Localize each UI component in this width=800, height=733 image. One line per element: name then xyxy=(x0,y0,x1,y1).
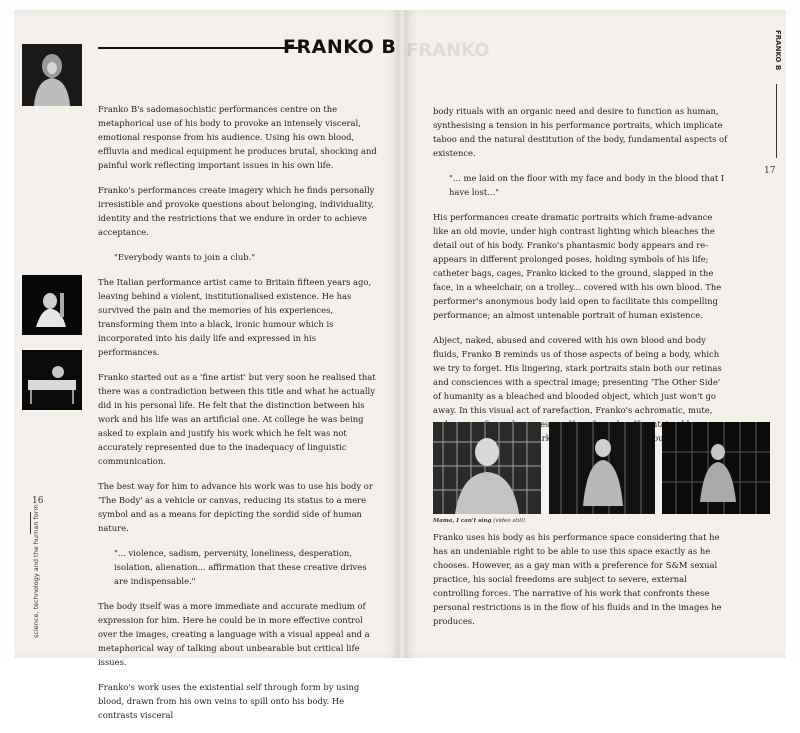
video-still-1 xyxy=(433,422,541,514)
caption-title: Mama, I can't sing xyxy=(433,518,492,524)
show-through-text: FRANKO xyxy=(406,40,490,61)
paragraph: The Italian performance artist came to Britain fifteen years ago, leaving behind a violent, institutionalised existence. He has survived the pain and the memories of his experiences, transforming them into a black, ironic humour which is incorporated into his daily life and expressed in his performances. xyxy=(98,277,372,357)
running-head-rule xyxy=(30,512,31,534)
page-number-left: 16 xyxy=(32,496,44,506)
performance-thumbnail-2 xyxy=(22,350,82,410)
paragraph: Franko B's sadomasochistic performances centre on the metaphorical use of his body to provoke an intensely visceral, emotional response from his audience. Using his own blood, effluvia and medical equipment he produces brutal, shocking and painful work reflecting important issues in his own life. xyxy=(98,104,377,170)
left-body-text xyxy=(98,102,380,733)
paragraph: The body itself was a more immediate and accurate medium of expression for him. Here he could be in more effective control over the images, creating a language with a visual appeal and a metaphorical way of talking about unbearable but critical life issues. xyxy=(98,601,370,667)
book-gutter xyxy=(398,10,406,658)
image-caption xyxy=(433,518,525,524)
performance-thumbnail-1 xyxy=(22,275,82,335)
title-rule xyxy=(98,47,298,49)
paragraph: Franko uses his body as his performance space considering that he has an undeniable right to be able to use this space exactly as he chooses. However, as a gay man with a preference for S&M sexual practice, his social freedoms are subject to severe, external controlling forces. The narrative of his work that confronts these personal restrictions is in the flow of his fluids and in the images he produces. xyxy=(433,532,722,626)
running-title-rule xyxy=(776,84,777,158)
page-title: FRANKO B xyxy=(283,36,397,58)
video-still-2 xyxy=(549,422,655,514)
paragraph: The best way for him to advance his work was to use his body or 'The Body' as a vehicle or canvas, reducing its status to a mere symbol and as a means for depicting the sordid side of human nature. xyxy=(98,481,373,533)
caption-note: (video still) xyxy=(493,518,526,524)
paragraph: Franko started out as a 'fine artist' but very soon he realised that there was a contradiction between this title and what he actually did in his personal life. He felt that the distinction between his work and his life was an artificial one. At college he was being asked to explain and justify his work which he felt was not accurately represented due to the inadequacy of linguistic communication. xyxy=(98,372,376,466)
paragraph: Franko's performances create imagery which he finds personally irresistible and provoke questions about belonging, individuality, identity and the restrictions that we endure in order to achieve acceptance. xyxy=(98,185,375,237)
right-body-text-lower xyxy=(433,530,729,639)
running-title-vertical: FRANKO B xyxy=(774,30,782,71)
running-head: science, technology and the human form xyxy=(32,504,40,638)
pull-quote: "Everybody wants to join a club." xyxy=(114,252,256,262)
pull-quote: "... me laid on the floor with my face and body in the blood that I have lost..." xyxy=(449,173,725,197)
paragraph: Franko's work uses the existential self through form by using blood, drawn from his own veins to spill onto his body. He contrasts visceral xyxy=(98,682,360,720)
page-number-right: 17 xyxy=(764,166,776,176)
portrait-thumbnail xyxy=(22,44,82,106)
video-still-3 xyxy=(662,422,770,514)
right-body-text xyxy=(433,104,729,456)
paragraph: body rituals with an organic need and desire to function as human, synthesising a tension in his performance portraits, which implicate taboo and the natural destitution of the body, fundamental aspects of existence. xyxy=(433,106,728,158)
paragraph: His performances create dramatic portraits which frame-advance like an old movie, under high contrast lighting which bleaches the detail out of his body. Franko's phantasmic body appears and re-appears in different prolonged poses, holding symbols of his life; catheter bags, cages, Franko kicked to the ground, slapped in the face, in a wheelchair, on a trolley... covered with his own blood. The performer's anonymous body laid open to facilitate this compelling performance; an almost untenable portrait of human existence. xyxy=(433,212,722,320)
paragraph: Abject, naked, abused and covered with his own blood and body fluids, Franko B reminds us of those aspects of being a body, which we try to forget. His lingering, stark portraits stain both our retinas and consciences with a spectral image; presenting 'The Other Side' of humanity as a bleached and blooded object, which just won't go away. In this visual act of rarefaction, Franko's achromatic, mute, darker xyxy=(433,335,722,443)
pull-quote: "... violence, sadism, perversity, loneliness, desperation, isolation, alienation... affirmation that these creative drives are indispensable." xyxy=(114,548,367,586)
